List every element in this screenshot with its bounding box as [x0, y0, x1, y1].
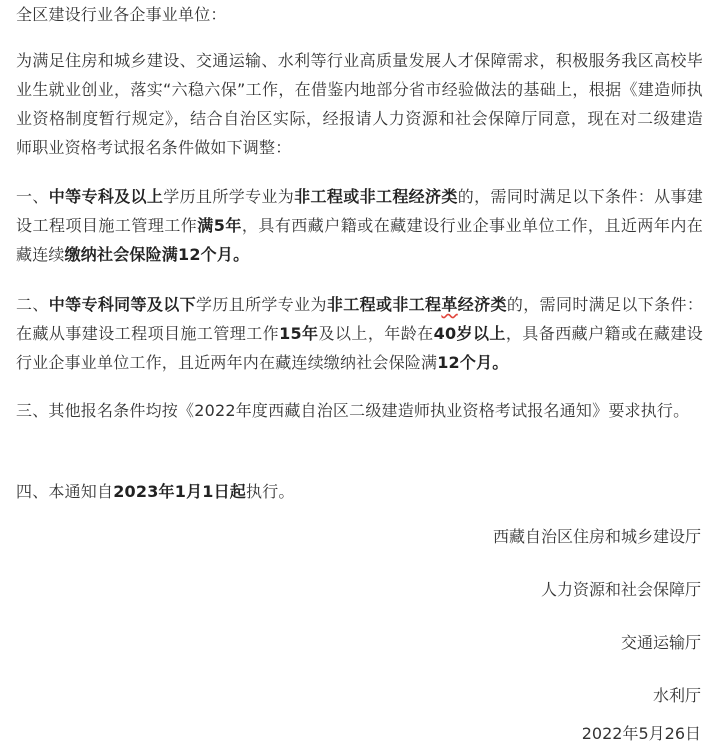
item-2-major-a: 非工程或非工程: [326, 295, 442, 314]
item-3-paragraph: 三、其他报名条件均按《2022年度西藏自治区二级建造师执业资格考试报名通知》要求执行。: [16, 401, 690, 420]
intro-paragraph: 为满足住房和城乡建设、交通运输、水利等行业高质量发展人才保障需求，积极服务我区高校毕业生就业创业，落实“六稳六保”工作，在借鉴内地部分省市经验做法的基础上，根据《建造师执业资格制度暂行规定》，结合自治区实际，经报请人力资源和社会保障厅同意，现在对二级建造师职业资格考试报名条件做如下调整：: [16, 51, 703, 157]
item-2-age: 40岁以上: [433, 324, 506, 343]
item-1-text-1: 学历且所学专业为: [163, 187, 295, 206]
item-1-text-3: ，具有西藏户籍或在藏建设行业企事业单位工作，且近两年内在藏连续: [16, 216, 704, 264]
item-2-education: 中等专科同等及以下: [48, 295, 196, 314]
item-1-text-2: 的，需同时满足以下条件：从事建设工程项目施工管理工作: [16, 187, 704, 235]
item-2-text-2: 的，需同时满足以下条件：在藏从事建设工程项目施工管理工作: [16, 295, 704, 343]
signature-water-department: 水利厅: [652, 686, 701, 705]
item-1-paragraph: [16, 182, 703, 269]
signature-hr-department: 人力资源和社会保障厅: [540, 580, 701, 599]
item-4-text-2: 执行。: [246, 482, 295, 501]
item-2-text-4: ，具备西藏户籍或在藏建设行业企事业单位工作，且近两年内在藏连续缴纳社会保险满: [16, 324, 703, 372]
item-1-social-insurance: 缴纳社会保险满12个月。: [64, 245, 250, 264]
issue-date: 2022年5月26日: [581, 724, 701, 743]
item-2-paragraph: [16, 290, 703, 377]
item-2-major-b: 经济类: [457, 295, 507, 314]
greeting: 全区建设行业各企事业单位：: [16, 5, 227, 24]
item-1-major: 非工程或非工程经济类: [294, 187, 458, 206]
item-2-prefix: 二、: [16, 295, 49, 314]
item-1-prefix: 一、: [16, 187, 49, 206]
item-4-text-1: 四、本通知自: [16, 482, 114, 501]
item-2-years: 15年: [279, 324, 319, 343]
item-2-major-typo: 革: [441, 295, 458, 314]
item-2-months: 12个月。: [437, 353, 509, 372]
item-2-text-3: 及以上，年龄在: [318, 324, 434, 343]
signature-transport-department: 交通运输厅: [620, 633, 701, 652]
item-4-effective-date: 2023年1月1日起: [113, 482, 247, 501]
item-4-paragraph: [16, 477, 703, 506]
item-1-education: 中等专科及以上: [48, 187, 164, 206]
signature-housing-department: 西藏自治区住房和城乡建设厅: [492, 527, 701, 546]
item-1-years: 满5年: [197, 216, 242, 235]
item-2-text-1: 学历且所学专业为: [195, 295, 327, 314]
